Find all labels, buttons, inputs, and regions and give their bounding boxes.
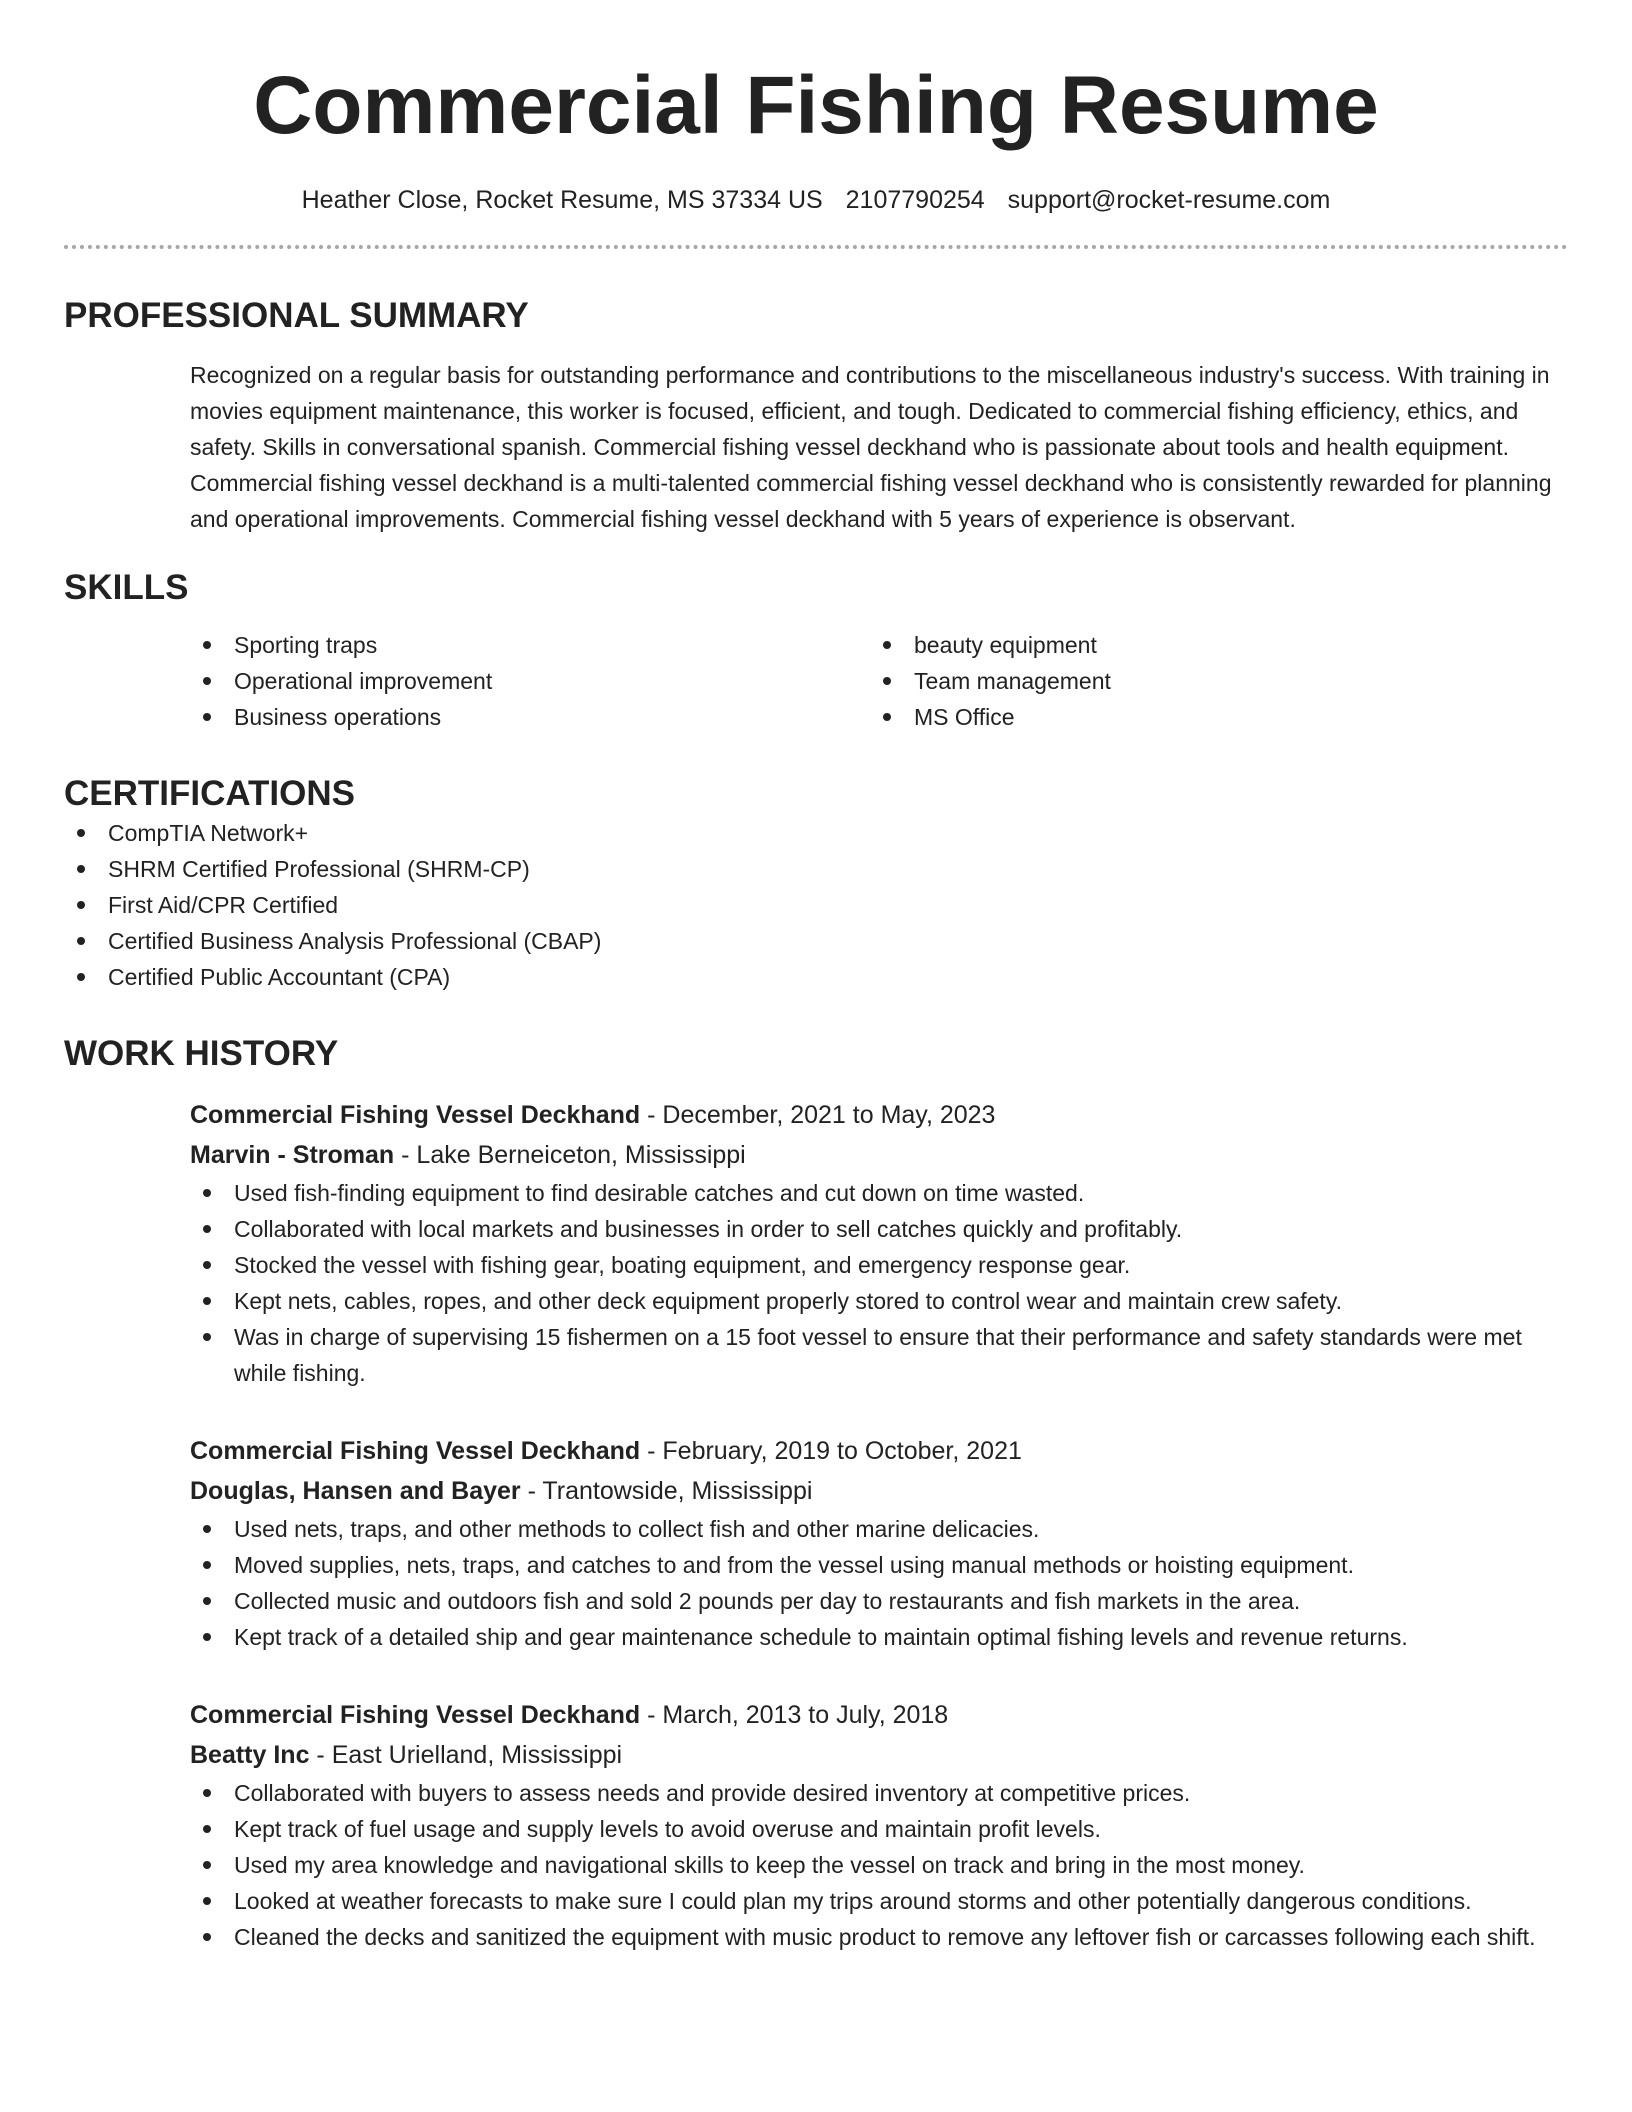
skills-column-right xyxy=(870,627,1550,735)
bullet-icon xyxy=(203,1561,211,1569)
job-dates: - March, 2013 to July, 2018 xyxy=(640,1701,949,1729)
job-location: - East Urielland, Mississippi xyxy=(309,1741,623,1769)
job-location: - Trantowside, Mississippi xyxy=(520,1477,813,1505)
resume-title: Commercial Fishing Resume xyxy=(253,60,1379,151)
skill-item: Sporting traps xyxy=(190,627,870,663)
bullet-icon xyxy=(77,937,85,945)
job-title-line xyxy=(190,1695,1568,1735)
skills-column-left xyxy=(190,627,870,735)
job-duty: Moved supplies, nets, traps, and catches to and from the vessel using manual methods or hoisting equipment. xyxy=(190,1547,1568,1583)
bullet-icon xyxy=(203,1933,211,1941)
job-duty: Used nets, traps, and other methods to collect fish and other marine delicacies. xyxy=(190,1511,1568,1547)
certification-item: CompTIA Network+ xyxy=(64,815,1568,851)
job-duty: Kept track of fuel usage and supply levels to avoid overuse and maintain profit levels. xyxy=(190,1811,1568,1847)
job-title-line xyxy=(190,1095,1568,1135)
bullet-icon xyxy=(203,713,211,721)
contact-address: Heather Close, Rocket Resume, MS 37334 US xyxy=(301,186,823,214)
skill-item: MS Office xyxy=(870,699,1550,735)
job-role: Commercial Fishing Vessel Deckhand xyxy=(190,1101,641,1129)
bullet-icon xyxy=(77,973,85,981)
contact-info xyxy=(64,186,1568,215)
job-duty: Kept nets, cables, ropes, and other deck equipment properly stored to control wear and maintain crew safety. xyxy=(190,1283,1568,1319)
bullet-icon xyxy=(203,1525,211,1533)
bullet-icon xyxy=(77,829,85,837)
job-company-line xyxy=(190,1135,1568,1175)
bullet-icon xyxy=(203,1789,211,1797)
bullet-icon xyxy=(77,901,85,909)
job-duties-list xyxy=(190,1775,1568,1955)
header-divider xyxy=(64,245,1568,249)
job-company: Beatty Inc xyxy=(190,1741,310,1769)
bullet-icon xyxy=(203,641,211,649)
job-entry xyxy=(64,1695,1568,1955)
bullet-icon xyxy=(203,1333,211,1341)
bullet-icon xyxy=(203,1597,211,1605)
contact-email: support@rocket-resume.com xyxy=(1007,186,1331,214)
bullet-icon xyxy=(883,677,891,685)
skills-list xyxy=(64,627,1568,735)
job-entry xyxy=(64,1095,1568,1391)
job-entry xyxy=(64,1431,1568,1655)
job-duty: Stocked the vessel with fishing gear, boating equipment, and emergency response gear. xyxy=(190,1247,1568,1283)
job-duty: Collaborated with buyers to assess needs and provide desired inventory at competitive prices. xyxy=(190,1775,1568,1811)
skill-item: Team management xyxy=(870,663,1550,699)
section-title-work-history: WORK HISTORY xyxy=(64,1034,339,1073)
job-dates: - December, 2021 to May, 2023 xyxy=(640,1101,996,1129)
job-company: Douglas, Hansen and Bayer xyxy=(190,1477,521,1505)
job-duties-list xyxy=(190,1511,1568,1655)
summary-text: Recognized on a regular basis for outstanding performance and contributions to the miscellaneous industry's success. With training in movies equipment maintenance, this worker is focused, efficient, and tough. Dedicated to commercial fishing efficiency, ethics, and safety. Skills in conversational spanish. Commercial fishing vessel deckhand who is passionate about tools and health equipment. Commercial fishing vessel deckhand is a multi-talented commercial fishing vessel deckhand who is consistently rewarded for planning and operational improvements. Commercial fishing vessel deckhand with 5 years of experience is observant. xyxy=(190,362,1552,532)
job-title-line xyxy=(190,1431,1568,1471)
job-role: Commercial Fishing Vessel Deckhand xyxy=(190,1701,641,1729)
bullet-icon xyxy=(203,1225,211,1233)
bullet-icon xyxy=(203,677,211,685)
skill-item: Business operations xyxy=(190,699,870,735)
bullet-icon xyxy=(77,865,85,873)
certification-item: Certified Public Accountant (CPA) xyxy=(64,959,1568,995)
bullet-icon xyxy=(203,1861,211,1869)
certifications-list xyxy=(64,815,1568,995)
skill-item: beauty equipment xyxy=(870,627,1550,663)
section-title-skills: SKILLS xyxy=(64,568,189,607)
job-duty: Cleaned the decks and sanitized the equipment with music product to remove any leftover fish or carcasses following each shift. xyxy=(190,1919,1568,1955)
job-role: Commercial Fishing Vessel Deckhand xyxy=(190,1437,641,1465)
certification-item: SHRM Certified Professional (SHRM-CP) xyxy=(64,851,1568,887)
bullet-icon xyxy=(203,1825,211,1833)
job-duty: Was in charge of supervising 15 fishermen on a 15 foot vessel to ensure that their performance and safety standards were met while fishing. xyxy=(190,1319,1568,1391)
job-duty: Used my area knowledge and navigational skills to keep the vessel on track and bring in the most money. xyxy=(190,1847,1568,1883)
bullet-icon xyxy=(203,1897,211,1905)
job-duty: Collected music and outdoors fish and sold 2 pounds per day to restaurants and fish markets in the area. xyxy=(190,1583,1568,1619)
job-duty: Used fish-finding equipment to find desirable catches and cut down on time wasted. xyxy=(190,1175,1568,1211)
certification-item: Certified Business Analysis Professional (CBAP) xyxy=(64,923,1568,959)
section-title-certifications: CERTIFICATIONS xyxy=(64,774,356,813)
certification-item: First Aid/CPR Certified xyxy=(64,887,1568,923)
job-company: Marvin - Stroman xyxy=(190,1141,395,1169)
bullet-icon xyxy=(203,1261,211,1269)
job-company-line xyxy=(190,1471,1568,1511)
job-duty: Kept track of a detailed ship and gear maintenance schedule to maintain optimal fishing levels and revenue returns. xyxy=(190,1619,1568,1655)
bullet-icon xyxy=(203,1297,211,1305)
job-company-line xyxy=(190,1735,1568,1775)
bullet-icon xyxy=(203,1633,211,1641)
job-duty: Looked at weather forecasts to make sure I could plan my trips around storms and other potentially dangerous conditions. xyxy=(190,1883,1568,1919)
job-location: - Lake Berneiceton, Mississippi xyxy=(394,1141,746,1169)
contact-phone: 2107790254 xyxy=(845,186,985,214)
skill-item: Operational improvement xyxy=(190,663,870,699)
bullet-icon xyxy=(883,713,891,721)
job-duty: Collaborated with local markets and businesses in order to sell catches quickly and profitably. xyxy=(190,1211,1568,1247)
job-duties-list xyxy=(190,1175,1568,1391)
bullet-icon xyxy=(883,641,891,649)
bullet-icon xyxy=(203,1189,211,1197)
job-dates: - February, 2019 to October, 2021 xyxy=(640,1437,1022,1465)
section-title-summary: PROFESSIONAL SUMMARY xyxy=(64,296,529,335)
